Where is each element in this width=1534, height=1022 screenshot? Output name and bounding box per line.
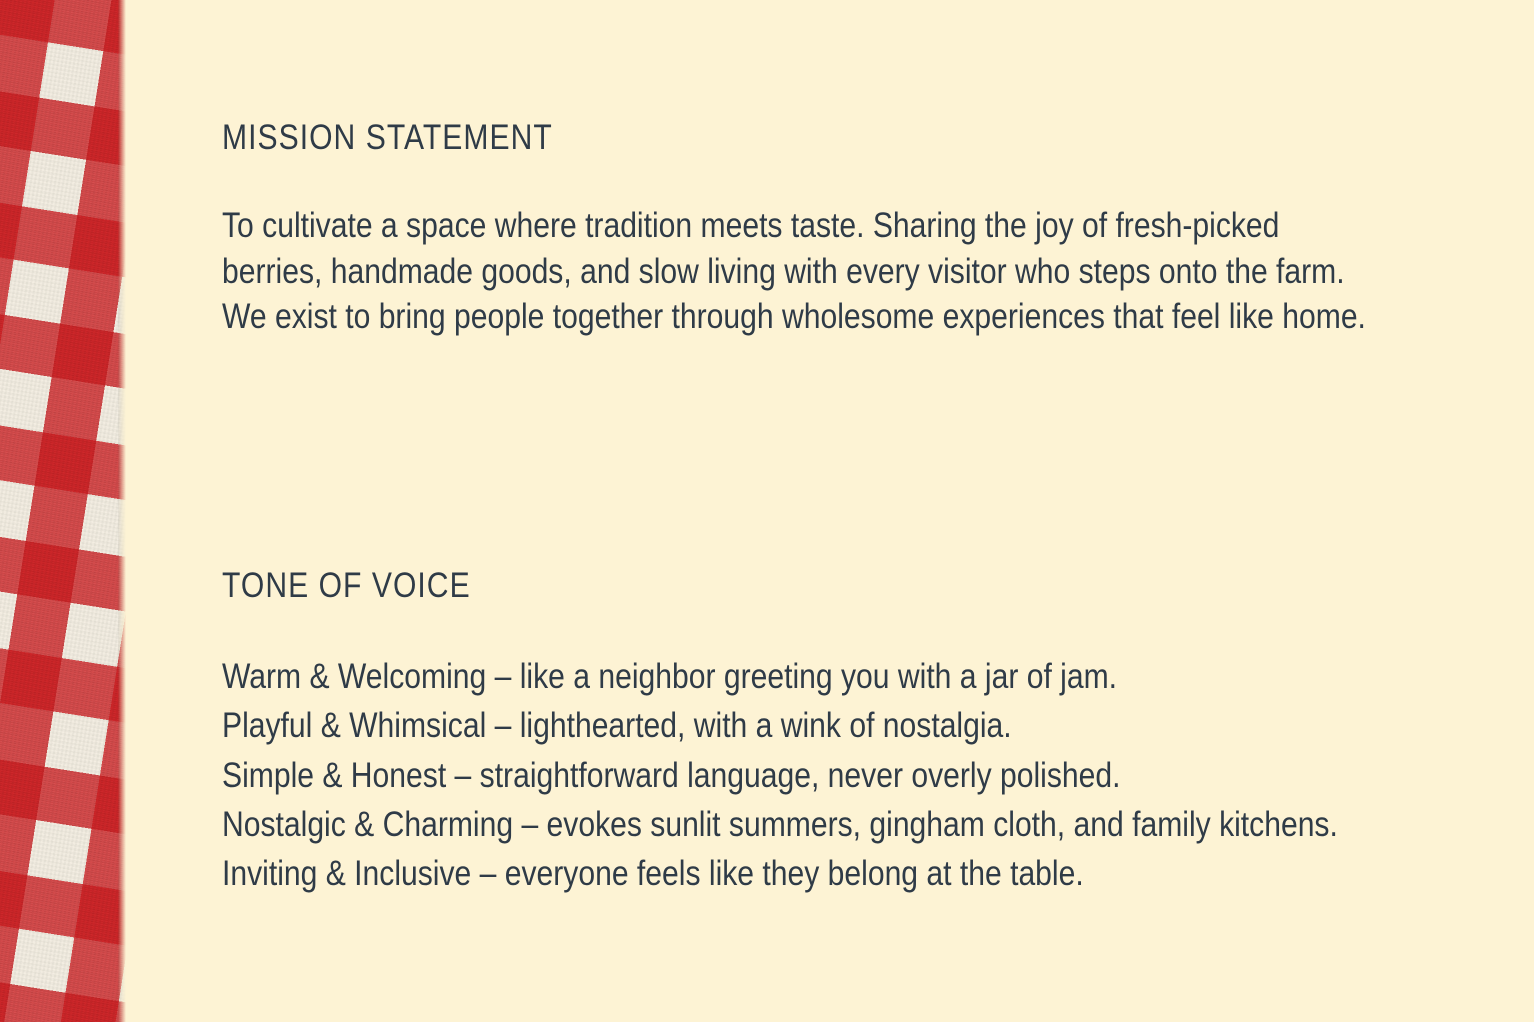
tone-of-voice-heading: TONE OF VOICE	[222, 566, 471, 605]
list-item: Simple & Honest – straightforward language, never overly polished.	[222, 755, 1121, 795]
list-item: Warm & Welcoming – like a neighbor greeting you with a jar of jam.	[222, 657, 1118, 696]
gingham-texture-panel	[0, 0, 126, 1022]
content-column	[222, 0, 1402, 1022]
mission-statement-body: To cultivate a space where tradition meets taste. Sharing the joy of fresh-picked berries, handmade goods, and slow living with every visitor who steps onto the farm. We exist to bring people together through wholesome experiences that feel like home.	[222, 206, 1366, 336]
list-item: Inviting & Inclusive – everyone feels like they belong at the table.	[222, 854, 1084, 894]
list-item: Playful & Whimsical – lighthearted, with a wink of nostalgia.	[222, 706, 1012, 746]
list-item: Nostalgic & Charming – evokes sunlit summers, gingham cloth, and family kitchens.	[222, 805, 1338, 845]
mission-statement-heading: MISSION STATEMENT	[222, 118, 553, 157]
tone-of-voice-list	[222, 652, 1374, 899]
panel-edge-fade	[118, 0, 128, 1022]
